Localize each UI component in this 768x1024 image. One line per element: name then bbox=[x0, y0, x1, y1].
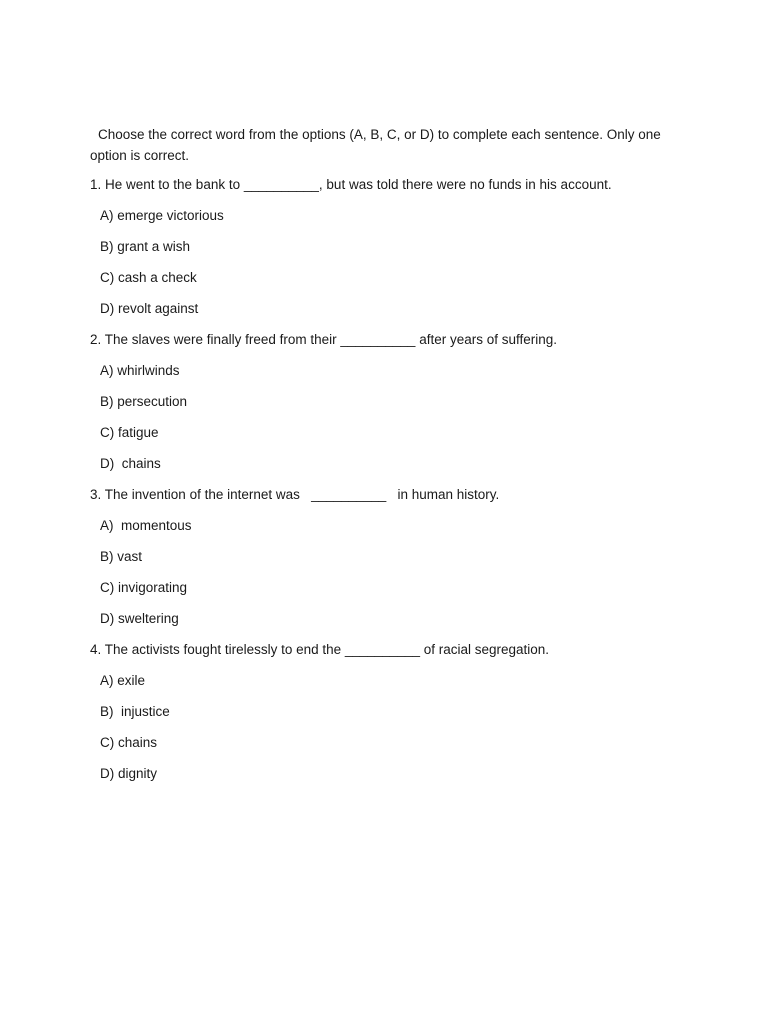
question-3-option-b: B) vast bbox=[100, 549, 143, 564]
question-2-option-a: A) whirlwinds bbox=[100, 363, 180, 378]
question-3-option-a: A) momentous bbox=[100, 518, 192, 533]
question-3-options bbox=[90, 516, 690, 640]
question-4-options bbox=[90, 671, 690, 795]
worksheet-page bbox=[90, 124, 690, 795]
question-2-options bbox=[90, 361, 690, 485]
question-block-3 bbox=[90, 485, 690, 640]
question-4-text: 4. The activists fought tirelessly to end the __________ of racial segregation. bbox=[90, 642, 550, 657]
question-block-1 bbox=[90, 175, 690, 330]
question-2-text: 2. The slaves were finally freed from their __________ after years of suffering. bbox=[90, 332, 558, 347]
question-3-option-d: D) sweltering bbox=[100, 611, 179, 626]
question-2-option-d: D) chains bbox=[100, 456, 161, 471]
question-1-option-b: B) grant a wish bbox=[100, 239, 191, 254]
question-1-option-d: D) revolt against bbox=[100, 301, 199, 316]
question-1-text: 1. He went to the bank to __________, but was told there were no funds in his account. bbox=[90, 177, 612, 192]
question-4-option-b: B) injustice bbox=[100, 704, 170, 719]
question-4-option-c: C) chains bbox=[100, 735, 158, 750]
instructions-text: Choose the correct word from the options (A, B, C, or D) to complete each sentence. Only one option is correct. bbox=[90, 127, 661, 163]
question-2-option-c: C) fatigue bbox=[100, 425, 159, 440]
question-3-text: 3. The invention of the internet was __________ in human history. bbox=[90, 487, 500, 502]
question-block-2 bbox=[90, 330, 690, 485]
question-1-options bbox=[90, 206, 690, 330]
question-3-option-c: C) invigorating bbox=[100, 580, 188, 595]
question-4-option-a: A) exile bbox=[100, 673, 146, 688]
question-block-4 bbox=[90, 640, 690, 795]
question-1-option-a: A) emerge victorious bbox=[100, 208, 224, 223]
question-1-option-c: C) cash a check bbox=[100, 270, 197, 285]
question-4-option-d: D) dignity bbox=[100, 766, 158, 781]
question-2-option-b: B) persecution bbox=[100, 394, 188, 409]
